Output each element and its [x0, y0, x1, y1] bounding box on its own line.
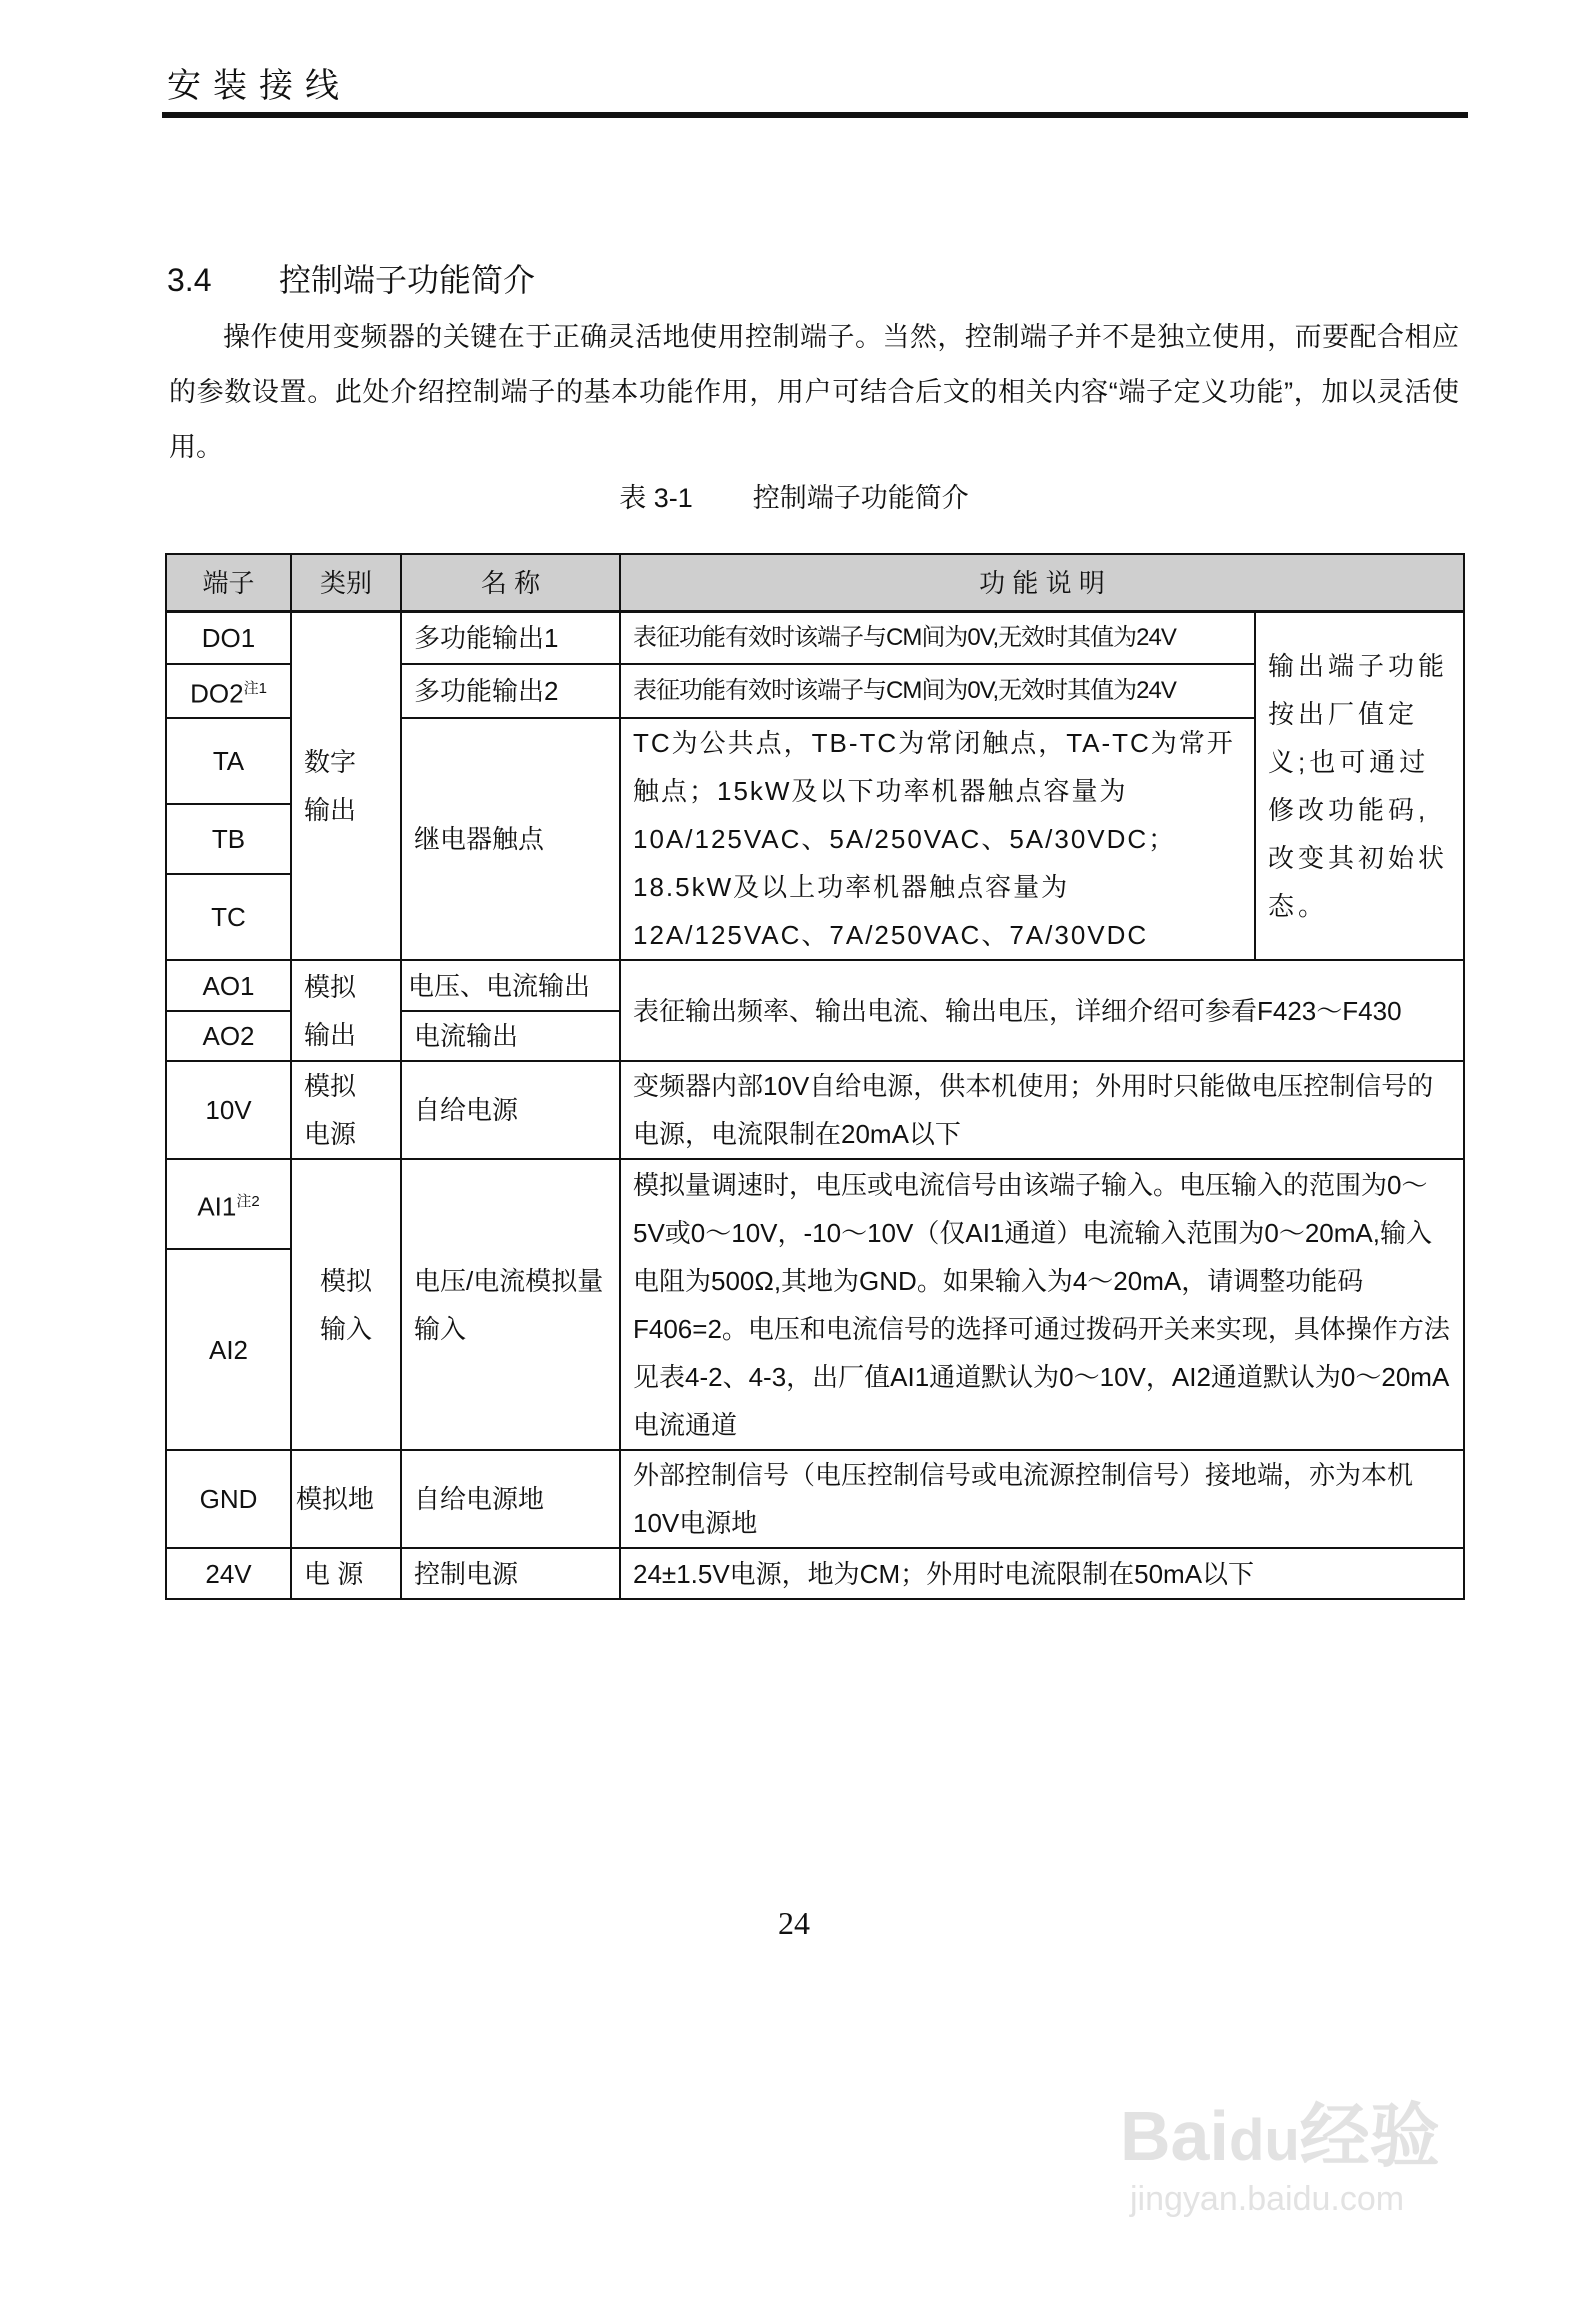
terminal-label: AI1: [197, 1191, 237, 1222]
baidu-watermark-logo: Baidu经验: [1120, 2097, 1440, 2175]
running-header: 安装接线: [167, 67, 351, 105]
page-number: 24: [778, 1905, 810, 1941]
footnote-mark: 注2: [236, 1192, 260, 1210]
terminal-cell: [166, 1159, 291, 1249]
table-row: [166, 960, 1464, 1011]
table-row: [166, 612, 1464, 664]
category-cell: 模拟输出: [291, 960, 401, 1061]
desc-cell: 表征输出频率、输出电流、输出电压，详细介绍可参看F423～F430: [620, 960, 1464, 1061]
section-number: 3.4: [167, 262, 212, 298]
desc-cell: 外部控制信号（电压控制信号或电流源控制信号）接地端，亦为本机10V电源地: [620, 1450, 1464, 1548]
terminal-cell: [166, 664, 291, 719]
category-cell: 模拟电源: [291, 1061, 401, 1159]
table-header-row: [166, 554, 1464, 612]
category-cell: 模拟输入: [291, 1159, 401, 1450]
header-function: 功 能 说 明: [620, 554, 1464, 612]
header-rule: [162, 112, 1468, 118]
table-row: [166, 1548, 1464, 1599]
name-cell: 自给电源地: [401, 1450, 620, 1548]
terminal-cell: AO2: [166, 1011, 291, 1061]
terminal-cell: AO1: [166, 960, 291, 1011]
name-cell: 电压/电流模拟量输入: [401, 1159, 620, 1450]
terminal-cell: GND: [166, 1450, 291, 1548]
section-title: 控制端子功能简介: [279, 262, 536, 298]
desc-cell: TC为公共点，TB-TC为常闭触点，TA-TC为常开触点；15kW及以下功率机器触点容量为10A/125VAC、5A/250VAC、5A/30VDC；18.5kW及以上功率机器触点容量为 12A/125VAC、7A/250VAC、7A/30VDC: [620, 718, 1255, 960]
name-cell: 电流输出: [401, 1011, 620, 1061]
terminal-label: DO2: [190, 678, 244, 709]
desc-cell: 表征功能有效时该端子与CM间为0V,无效时其值为24V: [620, 664, 1255, 719]
header-name: 名 称: [401, 554, 620, 612]
category-cell: 电 源: [291, 1548, 401, 1599]
desc-cell: 模拟量调速时，电压或电流信号由该端子输入。电压输入的范围为0～5V或0～10V，-10～10V（仅AI1通道）电流输入范围为0～20mA,输入电阻为500Ω,其地为GND。如果输入为4～20mA，请调整功能码F406=2。电压和电流信号的选择可通过拨码开关来实现，具体操作方法见表4-2、4-3，出厂值AI1通道默认为0～10V，AI2通道默认为0～20mA电流通道: [620, 1159, 1464, 1450]
terminal-cell: DO1: [166, 612, 291, 664]
name-cell: 继电器触点: [401, 718, 620, 960]
name-cell: 多功能输出2: [401, 664, 620, 719]
terminal-cell: 24V: [166, 1548, 291, 1599]
control-terminal-table: [165, 553, 1465, 1600]
terminal-cell: TA: [166, 718, 291, 803]
table-row: [166, 1450, 1464, 1548]
name-cell: 自给电源: [401, 1061, 620, 1159]
desc-cell: 变频器内部10V自给电源，供本机使用；外用时只能做电压控制信号的电源，电流限制在20mA以下: [620, 1061, 1464, 1159]
desc-cell: 24±1.5V电源，地为CM；外用时电流限制在50mA以下: [620, 1548, 1464, 1599]
table-row: [166, 1159, 1464, 1249]
category-cell: 数字输出: [291, 612, 401, 961]
table-caption: [0, 476, 1588, 515]
baidu-watermark-url: jingyan.baidu.com: [1130, 2180, 1405, 2218]
header-terminal: 端子: [166, 554, 291, 612]
table-row: [166, 1061, 1464, 1159]
output-note-cell: 输出端子功能按出厂值定义;也可通过修改功能码,改变其初始状态。: [1255, 612, 1464, 961]
footnote-mark: 注1: [243, 679, 267, 697]
name-cell: 控制电源: [401, 1548, 620, 1599]
header-category: 类别: [291, 554, 401, 612]
section-heading: [167, 255, 535, 301]
terminal-cell: 10V: [166, 1061, 291, 1159]
caption-label: 表 3-1: [619, 483, 693, 513]
terminal-cell: AI2: [166, 1249, 291, 1450]
category-cell: 模拟地: [291, 1450, 401, 1548]
name-cell: 多功能输出1: [401, 612, 620, 664]
name-cell: 电压、电流输出: [401, 960, 620, 1011]
caption-title: 控制端子功能简介: [752, 483, 969, 513]
desc-cell: 表征功能有效时该端子与CM间为0V,无效时其值为24V: [620, 612, 1255, 664]
terminal-cell: TC: [166, 874, 291, 960]
terminal-cell: TB: [166, 804, 291, 874]
intro-paragraph: 操作使用变频器的关键在于正确灵活地使用控制端子。当然，控制端子并不是独立使用，而要配合相应的参数设置。此处介绍控制端子的基本功能作用，用户可结合后文的相关内容“端子定义功能”，加以灵活使用。: [169, 322, 1459, 462]
